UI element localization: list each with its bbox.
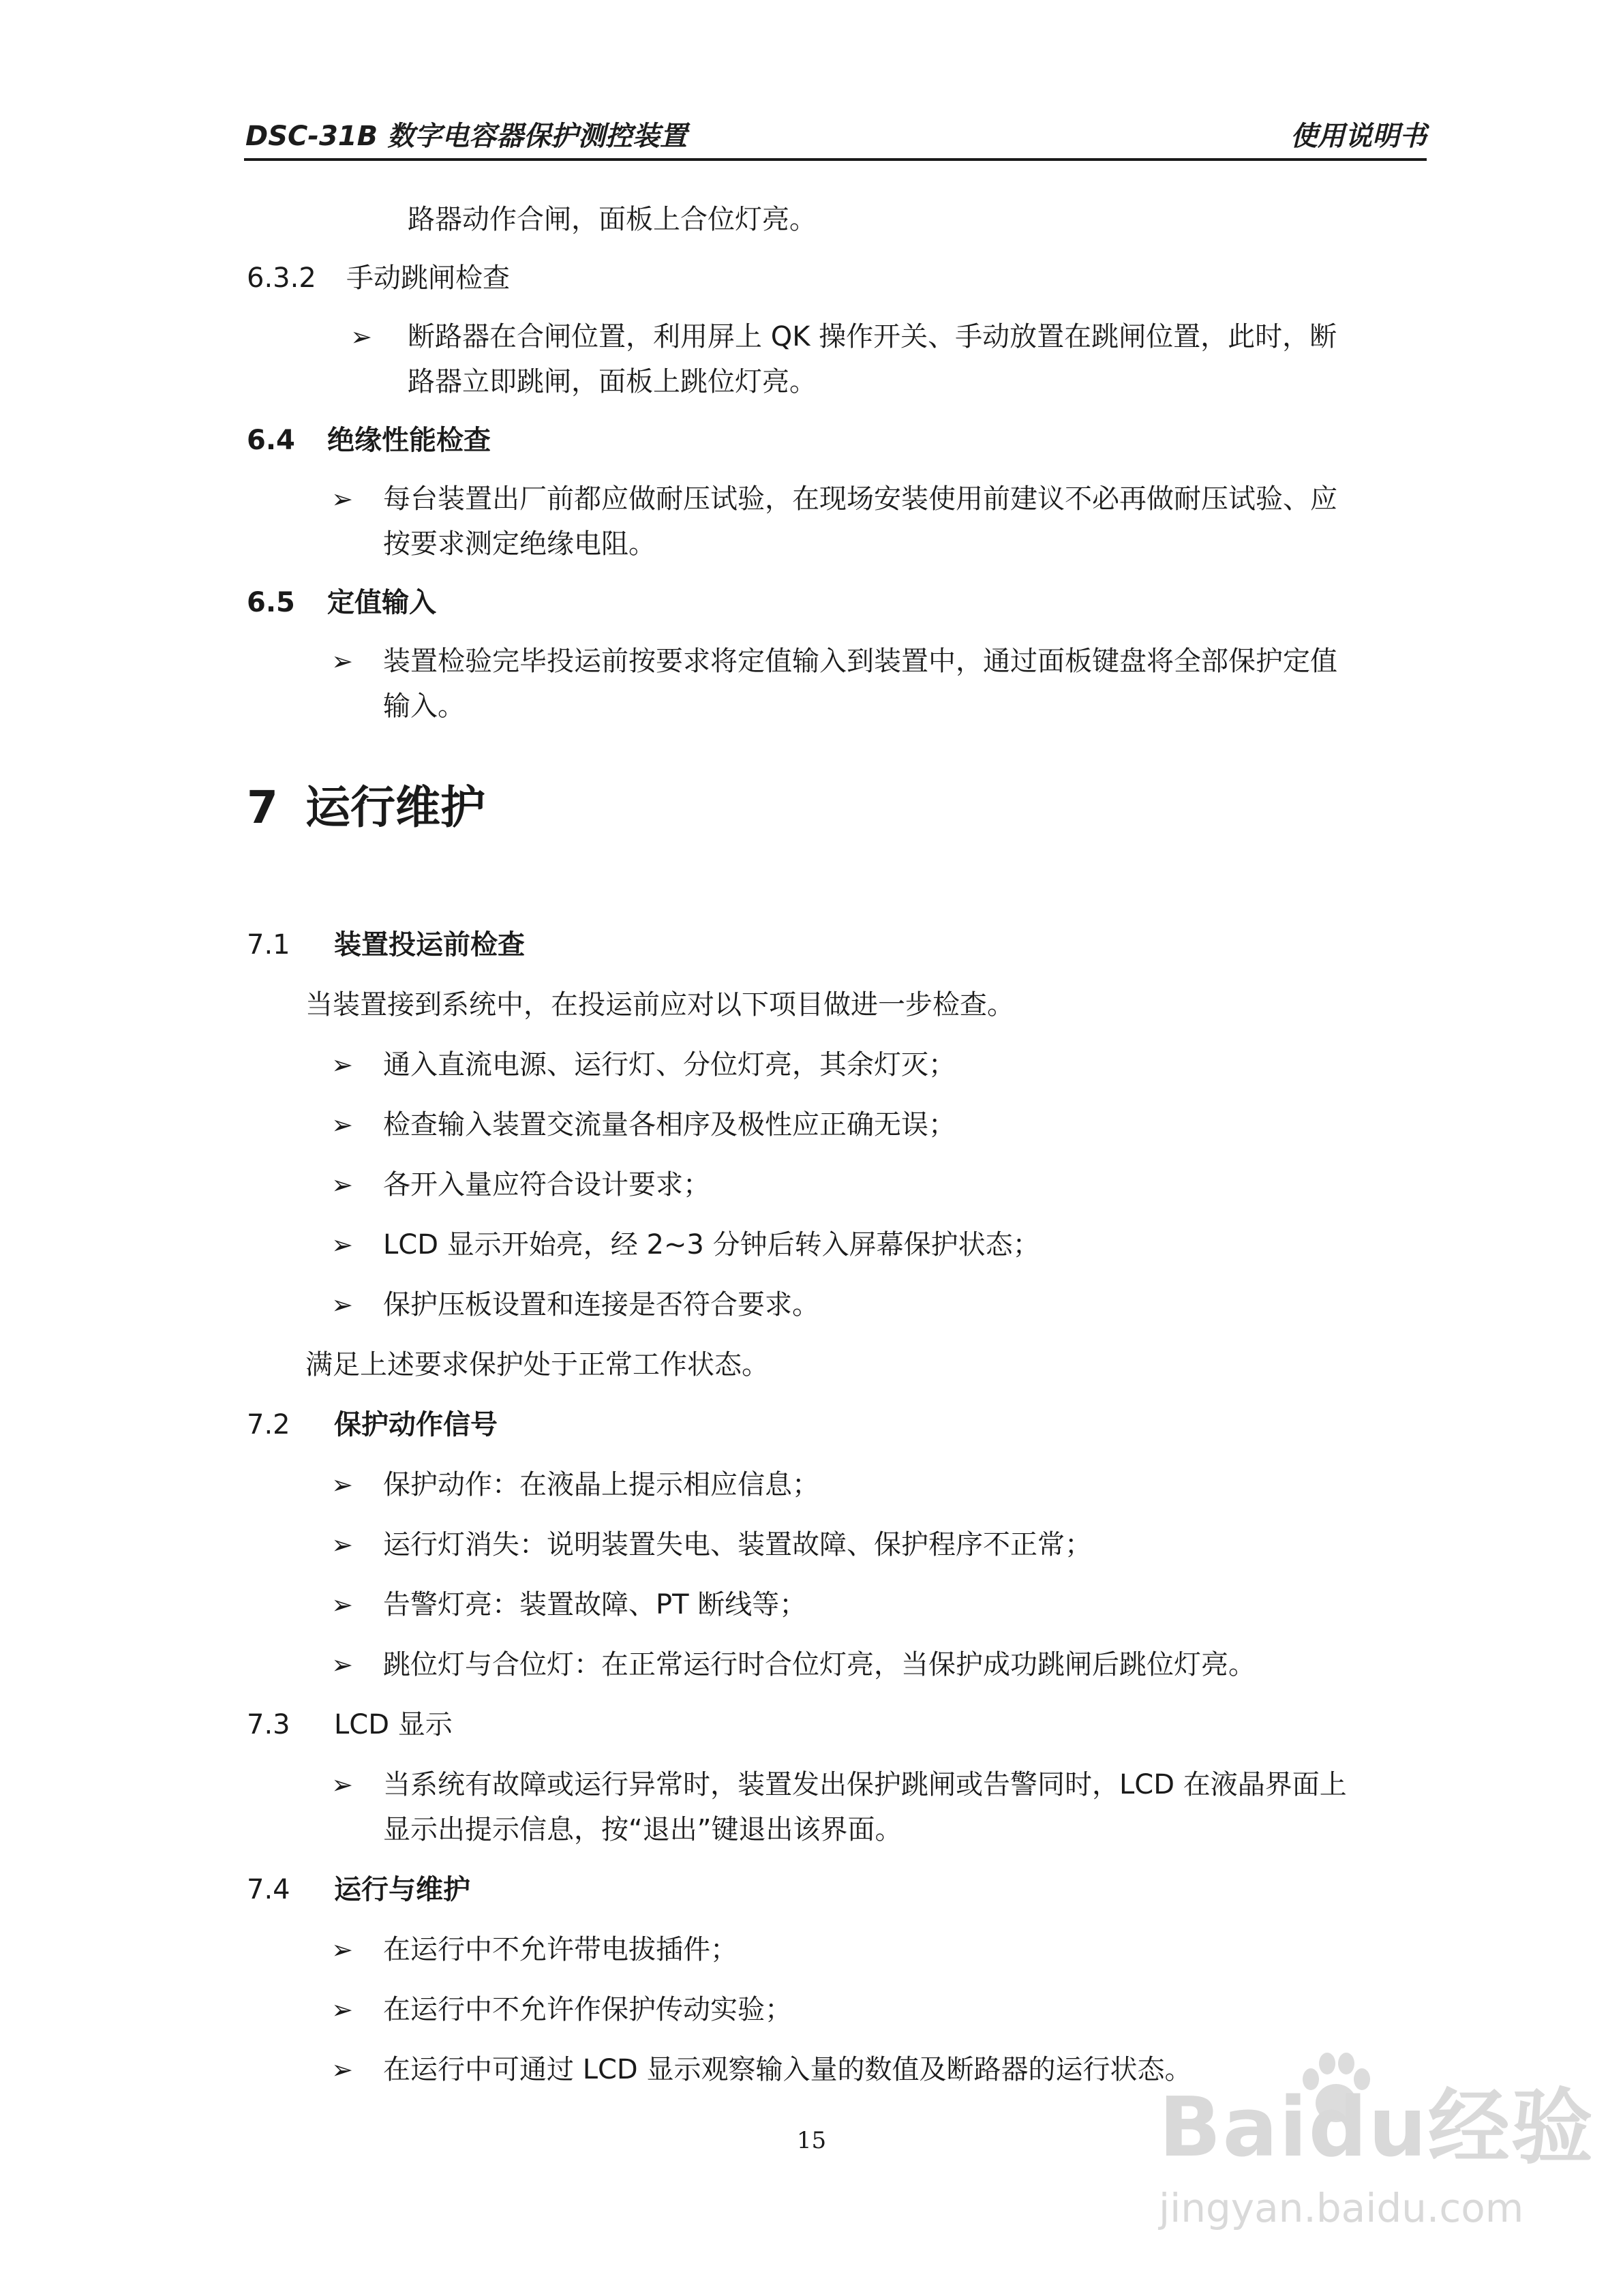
chapter-title: 运行维护 xyxy=(305,781,485,834)
paragraph-continuation: 路器动作合闸，面板上合位灯亮。 xyxy=(408,204,817,235)
bullet-text-line: 断路器在合闸位置，利用屏上 QK 操作开关、手动放置在跳闸位置，此时，断 xyxy=(408,321,1337,352)
section-number-6-4: 6.4 xyxy=(247,425,295,456)
bullet-arrow-icon: ➢ xyxy=(331,1995,353,2025)
bullet-text-line: 显示出提示信息，按“退出”键退出该界面。 xyxy=(383,1814,902,1845)
section-title-7-1: 装置投运前检查 xyxy=(334,929,525,961)
chapter-number: 7 xyxy=(247,781,278,834)
bullet-arrow-icon: ➢ xyxy=(331,1530,353,1560)
bullet-arrow-icon: ➢ xyxy=(331,484,353,514)
section-number-6-3-2: 6.3.2 xyxy=(247,262,316,294)
bullet-arrow-icon: ➢ xyxy=(331,1110,353,1140)
list-item: LCD 显示开始亮，经 2~3 分钟后转入屏幕保护状态； xyxy=(383,1229,1040,1260)
bullet-arrow-icon: ➢ xyxy=(331,1290,353,1320)
section-number-7-4: 7.4 xyxy=(247,1874,290,1905)
list-item: 通入直流电源、运行灯、分位灯亮，其余灯灭； xyxy=(383,1049,956,1081)
bullet-arrow-icon: ➢ xyxy=(331,1170,353,1200)
bullet-arrow-icon: ➢ xyxy=(331,1935,353,1965)
bullet-arrow-icon: ➢ xyxy=(331,1470,353,1500)
list-item: 保护动作：在液晶上提示相应信息； xyxy=(383,1469,819,1500)
bullet-arrow-icon: ➢ xyxy=(331,1230,353,1260)
page-number: 15 xyxy=(796,2127,827,2154)
section-intro: 当装置接到系统中，在投运前应对以下项目做进一步检查。 xyxy=(305,989,1014,1021)
section-number-7-1: 7.1 xyxy=(247,929,290,961)
section-outro: 满足上述要求保护处于正常工作状态。 xyxy=(305,1349,769,1380)
list-item: 保护压板设置和连接是否符合要求。 xyxy=(383,1289,819,1320)
section-title-6-4: 绝缘性能检查 xyxy=(327,425,491,456)
bullet-arrow-icon: ➢ xyxy=(331,1050,353,1080)
section-number-7-3: 7.3 xyxy=(247,1709,290,1740)
list-item: 在运行中不允许带电拔插件； xyxy=(383,1934,738,1965)
bullet-text-line: 当系统有故障或运行异常时，装置发出保护跳闸或告警同时，LCD 在液晶界面上 xyxy=(383,1769,1347,1800)
section-number-6-5: 6.5 xyxy=(247,587,295,618)
list-item: 在运行中可通过 LCD 显示观察输入量的数值及断路器的运行状态。 xyxy=(383,2054,1192,2085)
section-title-7-4: 运行与维护 xyxy=(334,1874,470,1905)
list-item: 告警灯亮：装置故障、PT 断线等； xyxy=(383,1589,807,1620)
bullet-arrow-icon: ➢ xyxy=(331,1590,353,1620)
list-item: 跳位灯与合位灯：在正常运行时合位灯亮，当保护成功跳闸后跳位灯亮。 xyxy=(383,1649,1256,1680)
bullet-text-line: 路器立即跳闸，面板上跳位灯亮。 xyxy=(408,366,817,397)
bullet-text-line: 输入。 xyxy=(383,691,465,722)
bullet-text-line: 每台装置出厂前都应做耐压试验，在现场安装使用前建议不必再做耐压试验、应 xyxy=(383,483,1337,515)
section-number-7-2: 7.2 xyxy=(247,1409,290,1440)
bullet-arrow-icon: ➢ xyxy=(331,1770,353,1800)
section-title-7-2: 保护动作信号 xyxy=(334,1409,498,1440)
bullet-arrow-icon: ➢ xyxy=(350,322,372,352)
section-title-7-3: LCD 显示 xyxy=(334,1709,453,1740)
header-manual-label: 使用说明书 xyxy=(1290,121,1427,152)
bullet-arrow-icon: ➢ xyxy=(331,1650,353,1680)
section-title-6-3-2: 手动跳闸检查 xyxy=(346,262,510,294)
section-title-6-5: 定值输入 xyxy=(327,587,436,618)
list-item: 检查输入装置交流量各相序及极性应正确无误； xyxy=(383,1109,956,1141)
bullet-arrow-icon: ➢ xyxy=(331,646,353,676)
bullet-arrow-icon: ➢ xyxy=(331,2055,353,2085)
bullet-text-line: 按要求测定绝缘电阻。 xyxy=(383,528,656,560)
list-item: 各开入量应符合设计要求； xyxy=(383,1169,710,1200)
list-item: 在运行中不允许作保护传动实验； xyxy=(383,1994,792,2025)
header-document-title: DSC-31B 数字电容器保护测控装置 xyxy=(245,121,688,152)
header-rule xyxy=(244,158,1427,161)
list-item: 运行灯消失：说明装置失电、装置故障、保护程序不正常； xyxy=(383,1529,1092,1560)
bullet-text-line: 装置检验完毕投运前按要求将定值输入到装置中，通过面板键盘将全部保护定值 xyxy=(383,646,1337,677)
baidu-watermark-logo: Baidu经验 xyxy=(1159,2081,1594,2175)
baidu-watermark-url: jingyan.baidu.com xyxy=(1159,2185,1524,2231)
